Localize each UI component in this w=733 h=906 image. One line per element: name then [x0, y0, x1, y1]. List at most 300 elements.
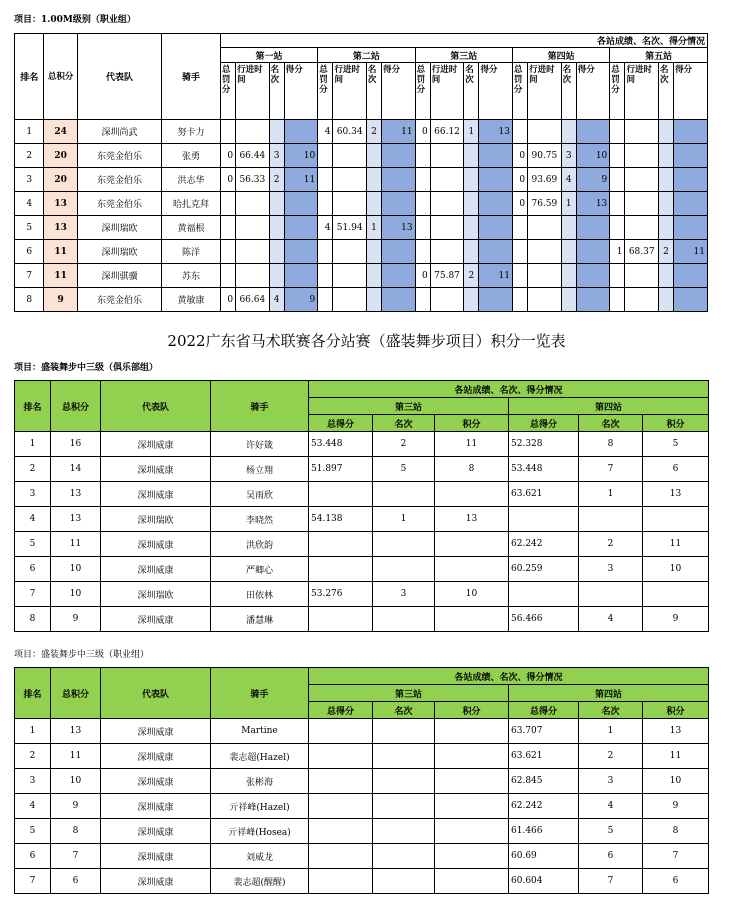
station3-value-2: 1 [373, 507, 435, 532]
header-sub-5: 名次 [579, 702, 643, 719]
table-row [15, 507, 709, 532]
row-rider: 许好箴 [211, 432, 309, 457]
header-sub-3-3: 名次 [464, 63, 479, 120]
station-penalty [610, 144, 625, 168]
row-rider: 哈扎克拜 [162, 192, 221, 216]
header-team: 代表队 [101, 381, 211, 432]
station4-value-1: 60.604 [509, 869, 579, 894]
station-time [333, 288, 366, 312]
header-station-3: 第三站 [309, 398, 509, 415]
station-score: 9 [284, 288, 317, 312]
station-penalty: 0 [415, 264, 430, 288]
header-station-5: 第五站 [610, 48, 708, 63]
header-total: 总积分 [44, 34, 77, 120]
station4-value-2 [579, 582, 643, 607]
station-place [658, 144, 673, 168]
station-penalty [318, 288, 333, 312]
station3-value-1 [309, 557, 373, 582]
station-place: 2 [464, 264, 479, 288]
row-rank: 4 [15, 192, 44, 216]
header-sub-3: 积分 [435, 415, 509, 432]
station-penalty [415, 288, 430, 312]
row-rider: 洪欣韵 [211, 532, 309, 557]
table-row [15, 482, 709, 507]
station-score [576, 288, 609, 312]
station4-value-1: 52.328 [509, 432, 579, 457]
station4-value-2: 1 [579, 482, 643, 507]
station-penalty: 1 [610, 240, 625, 264]
row-rank: 4 [15, 794, 51, 819]
station-score: 11 [674, 240, 708, 264]
station3-value-2 [373, 719, 435, 744]
header-rider: 骑手 [162, 34, 221, 120]
row-total: 6 [51, 869, 101, 894]
station-score [382, 144, 415, 168]
station4-value-1: 62.242 [509, 794, 579, 819]
table-row [15, 144, 708, 168]
row-total: 8 [51, 819, 101, 844]
header-sub-4-3: 名次 [561, 63, 576, 120]
station-place [658, 192, 673, 216]
station3-value-1 [309, 769, 373, 794]
station-place [269, 120, 284, 144]
station-time [236, 192, 269, 216]
station-score [674, 288, 708, 312]
station-place: 2 [366, 120, 381, 144]
station-penalty [610, 192, 625, 216]
station-penalty [220, 120, 235, 144]
station-penalty [220, 264, 235, 288]
station-score [284, 216, 317, 240]
table-row [15, 432, 709, 457]
header-sub-4: 总得分 [509, 415, 579, 432]
station-place [561, 288, 576, 312]
station3-value-3 [435, 557, 509, 582]
row-total: 7 [51, 844, 101, 869]
table-row [15, 557, 709, 582]
station-penalty [610, 288, 625, 312]
station-score: 13 [479, 120, 512, 144]
row-rank: 4 [15, 507, 51, 532]
table-row [15, 769, 709, 794]
row-team: 深圳威康 [101, 769, 211, 794]
station-penalty [512, 264, 527, 288]
table-row [15, 168, 708, 192]
row-rider: 杨立翔 [211, 457, 309, 482]
row-team: 深圳威康 [101, 482, 211, 507]
header-sub-3-1: 总罚分 [415, 63, 430, 120]
station-penalty [318, 240, 333, 264]
header-team: 代表队 [101, 668, 211, 719]
row-rank: 3 [15, 482, 51, 507]
header-sub-1-2: 行进时间 [236, 63, 269, 120]
row-team: 东莞金伯乐 [77, 288, 161, 312]
station4-value-3: 11 [643, 744, 709, 769]
station-penalty [512, 240, 527, 264]
station3-value-2 [373, 744, 435, 769]
row-team: 深圳骐骥 [77, 264, 161, 288]
station4-value-3: 11 [643, 532, 709, 557]
header-station-1: 第一站 [220, 48, 317, 63]
station-score: 11 [479, 264, 512, 288]
row-rank: 5 [15, 216, 44, 240]
station4-value-3: 6 [643, 457, 709, 482]
station-place [464, 240, 479, 264]
header-sub-1-1: 总罚分 [220, 63, 235, 120]
row-rank: 7 [15, 582, 51, 607]
station4-value-3: 13 [643, 482, 709, 507]
station4-value-2: 4 [579, 794, 643, 819]
station-time [430, 144, 463, 168]
station3-value-2 [373, 482, 435, 507]
station4-value-1: 60.69 [509, 844, 579, 869]
station-score: 13 [576, 192, 609, 216]
station4-value-3: 10 [643, 769, 709, 794]
header-overall: 各站成绩、名次、得分情况 [309, 381, 709, 398]
station-score [479, 192, 512, 216]
station-penalty [610, 120, 625, 144]
station-time: 60.34 [333, 120, 366, 144]
row-team: 东莞金伯乐 [77, 144, 161, 168]
station3-value-1: 54.138 [309, 507, 373, 532]
station-place [464, 144, 479, 168]
row-rider: 张勇 [162, 144, 221, 168]
station-score [382, 264, 415, 288]
station3-value-2 [373, 532, 435, 557]
station-time [430, 168, 463, 192]
row-team: 东莞金伯乐 [77, 192, 161, 216]
station-penalty [512, 216, 527, 240]
station-penalty: 0 [220, 144, 235, 168]
station-time [625, 192, 658, 216]
station-time: 68.37 [625, 240, 658, 264]
station4-value-1: 63.621 [509, 482, 579, 507]
header-sub-4-1: 总罚分 [512, 63, 527, 120]
station-time [528, 120, 561, 144]
header-sub-3-4: 得分 [479, 63, 512, 120]
station-place: 2 [658, 240, 673, 264]
station-penalty [318, 144, 333, 168]
station-place [561, 264, 576, 288]
station3-value-1 [309, 794, 373, 819]
row-rider: 潘慧琳 [211, 607, 309, 632]
station-penalty [318, 168, 333, 192]
station3-value-1 [309, 869, 373, 894]
station4-value-2: 5 [579, 819, 643, 844]
station-place [464, 168, 479, 192]
header-sub-5-3: 名次 [658, 63, 673, 120]
station-penalty [415, 216, 430, 240]
row-rider: 张彬海 [211, 769, 309, 794]
station-penalty [610, 168, 625, 192]
row-rider: 洪志华 [162, 168, 221, 192]
station-score [674, 216, 708, 240]
station3-value-3 [435, 819, 509, 844]
station-place [658, 120, 673, 144]
row-team: 深圳威康 [101, 794, 211, 819]
station3-value-3: 11 [435, 432, 509, 457]
station-place: 4 [561, 168, 576, 192]
header-sub-2-3: 名次 [366, 63, 381, 120]
station-score [479, 288, 512, 312]
station-time: 76.59 [528, 192, 561, 216]
station3-value-2 [373, 794, 435, 819]
header-rank: 排名 [15, 668, 51, 719]
station3-value-1: 53.276 [309, 582, 373, 607]
station-place [269, 192, 284, 216]
station4-value-1: 56.466 [509, 607, 579, 632]
row-total: 10 [51, 582, 101, 607]
station-place [366, 288, 381, 312]
station-time [625, 264, 658, 288]
row-team: 深圳威康 [101, 869, 211, 894]
station-score [479, 216, 512, 240]
row-rider: 严卿心 [211, 557, 309, 582]
row-rider: 努卡力 [162, 120, 221, 144]
station3-value-3 [435, 744, 509, 769]
station-time [430, 240, 463, 264]
station3-value-2: 2 [373, 432, 435, 457]
table-row [15, 288, 708, 312]
station3-value-3 [435, 482, 509, 507]
header-rider: 骑手 [211, 668, 309, 719]
station3-value-1 [309, 819, 373, 844]
row-rank: 1 [15, 432, 51, 457]
station3-value-2 [373, 819, 435, 844]
project-label-1: 项目：1.00M级别（职业组） [14, 15, 136, 25]
station-place [269, 216, 284, 240]
station-time [625, 168, 658, 192]
station-score: 10 [576, 144, 609, 168]
station3-value-2: 3 [373, 582, 435, 607]
station4-value-1: 60.259 [509, 557, 579, 582]
station4-value-1 [509, 507, 579, 532]
row-team: 深圳威康 [101, 532, 211, 557]
header-rider: 骑手 [211, 381, 309, 432]
station-penalty [220, 192, 235, 216]
station3-value-3 [435, 607, 509, 632]
row-total: 13 [51, 719, 101, 744]
station-penalty [318, 192, 333, 216]
station-score [284, 192, 317, 216]
station3-value-3 [435, 719, 509, 744]
station4-value-2: 7 [579, 869, 643, 894]
station-time [528, 240, 561, 264]
project-label-3: 项目：盛装舞步中三级（职业组） [14, 650, 150, 660]
station-time [528, 264, 561, 288]
row-rider: 裴志超(醒醒) [211, 869, 309, 894]
station-time [333, 168, 366, 192]
station-penalty: 0 [512, 192, 527, 216]
station3-value-1: 51.897 [309, 457, 373, 482]
station-score: 11 [382, 120, 415, 144]
header-sub-5-2: 行进时间 [625, 63, 658, 120]
station4-value-3 [643, 507, 709, 532]
project-label-2: 项目：盛装舞步中三级（俱乐部组） [14, 363, 159, 373]
table-row [15, 457, 709, 482]
station3-value-1 [309, 532, 373, 557]
row-rider: 李晓然 [211, 507, 309, 532]
row-rank: 6 [15, 844, 51, 869]
station-time [333, 144, 366, 168]
header-sub-1: 总得分 [309, 702, 373, 719]
jumping-results-table [14, 33, 708, 312]
station-place: 4 [269, 288, 284, 312]
row-team: 深圳威康 [101, 432, 211, 457]
row-total: 9 [51, 607, 101, 632]
station4-value-2: 4 [579, 607, 643, 632]
station-score: 10 [284, 144, 317, 168]
station-place [464, 192, 479, 216]
station3-value-1 [309, 744, 373, 769]
row-team: 深圳瑞欧 [101, 582, 211, 607]
station4-value-3: 9 [643, 794, 709, 819]
station-time: 51.94 [333, 216, 366, 240]
station-time [236, 216, 269, 240]
station-place [366, 168, 381, 192]
row-rider: 刘威龙 [211, 844, 309, 869]
header-station-4: 第四站 [509, 685, 709, 702]
station-place: 2 [269, 168, 284, 192]
header-overall: 各站成绩、名次、得分情况 [309, 668, 709, 685]
station4-value-1 [509, 582, 579, 607]
main-title: 2022广东省马术联赛各分站赛（盛装舞步项目）积分一览表 [167, 332, 566, 350]
station-place [561, 120, 576, 144]
header-station-3: 第三站 [415, 48, 512, 63]
row-rank: 8 [15, 607, 51, 632]
header-overall: 各站成绩、名次、得分情况 [220, 34, 707, 48]
station4-value-3: 9 [643, 607, 709, 632]
row-rank: 3 [15, 769, 51, 794]
station3-value-3: 13 [435, 507, 509, 532]
station-score [382, 168, 415, 192]
station4-value-2: 3 [579, 557, 643, 582]
row-total: 24 [44, 120, 77, 144]
station-place [658, 264, 673, 288]
row-team: 深圳威康 [101, 607, 211, 632]
station3-value-2 [373, 869, 435, 894]
station-place: 1 [464, 120, 479, 144]
station-place: 1 [561, 192, 576, 216]
station-penalty [318, 264, 333, 288]
row-total: 11 [51, 532, 101, 557]
station4-value-1: 63.621 [509, 744, 579, 769]
station-score [284, 264, 317, 288]
row-rank: 2 [15, 144, 44, 168]
row-rider: 田依林 [211, 582, 309, 607]
station4-value-2: 6 [579, 844, 643, 869]
station-place [269, 240, 284, 264]
station3-value-3 [435, 869, 509, 894]
table-row [15, 532, 709, 557]
station-penalty: 0 [415, 120, 430, 144]
row-team: 深圳威康 [101, 744, 211, 769]
station-place [464, 216, 479, 240]
row-rank: 2 [15, 457, 51, 482]
station3-value-3: 8 [435, 457, 509, 482]
station-score [576, 216, 609, 240]
station4-value-3: 5 [643, 432, 709, 457]
header-rank: 排名 [15, 34, 44, 120]
station4-value-1: 62.242 [509, 532, 579, 557]
station-score [674, 168, 708, 192]
row-team: 深圳瑞欧 [77, 240, 161, 264]
row-total: 13 [44, 192, 77, 216]
table-row [15, 240, 708, 264]
row-total: 9 [44, 288, 77, 312]
station4-value-2: 8 [579, 432, 643, 457]
station-penalty: 0 [512, 168, 527, 192]
station-time [333, 240, 366, 264]
table-row [15, 582, 709, 607]
station-penalty [220, 216, 235, 240]
station-score [576, 264, 609, 288]
station-place [561, 216, 576, 240]
header-sub-1: 总得分 [309, 415, 373, 432]
station-score [382, 288, 415, 312]
header-total: 总积分 [51, 668, 101, 719]
row-total: 13 [51, 482, 101, 507]
station-time: 66.12 [430, 120, 463, 144]
table-row [15, 607, 709, 632]
header-station-3: 第三站 [309, 685, 509, 702]
station-place [464, 288, 479, 312]
station-score [284, 120, 317, 144]
header-station-4: 第四站 [509, 398, 709, 415]
station-penalty [610, 264, 625, 288]
station-time [430, 288, 463, 312]
header-sub-3: 积分 [435, 702, 509, 719]
station-place: 1 [366, 216, 381, 240]
station-time: 66.64 [236, 288, 269, 312]
station-time: 90.75 [528, 144, 561, 168]
station3-value-2 [373, 844, 435, 869]
station-penalty [220, 240, 235, 264]
station-time [333, 264, 366, 288]
row-total: 13 [51, 507, 101, 532]
station-place: 3 [269, 144, 284, 168]
dressage-club-table [14, 380, 709, 632]
station3-value-2 [373, 607, 435, 632]
station4-value-2: 2 [579, 744, 643, 769]
station-time [236, 120, 269, 144]
table-row [15, 264, 708, 288]
station-score [479, 144, 512, 168]
station4-value-3: 13 [643, 719, 709, 744]
row-rider: Martine [211, 719, 309, 744]
row-team: 东莞金伯乐 [77, 168, 161, 192]
header-sub-6: 积分 [643, 702, 709, 719]
row-rider: 亓祥峰(Hazel) [211, 794, 309, 819]
row-rider: 苏东 [162, 264, 221, 288]
station4-value-1: 61.466 [509, 819, 579, 844]
station-score [479, 168, 512, 192]
station3-value-3 [435, 532, 509, 557]
row-total: 20 [44, 144, 77, 168]
station-time [625, 288, 658, 312]
station-place [269, 264, 284, 288]
row-team: 深圳瑞欧 [101, 507, 211, 532]
station4-value-1: 63.707 [509, 719, 579, 744]
station-time [528, 216, 561, 240]
station-time [625, 120, 658, 144]
station-place [366, 240, 381, 264]
row-team: 深圳威康 [101, 457, 211, 482]
table-row [15, 869, 709, 894]
row-rider: 黄敏康 [162, 288, 221, 312]
row-rank: 7 [15, 869, 51, 894]
table-row [15, 120, 708, 144]
